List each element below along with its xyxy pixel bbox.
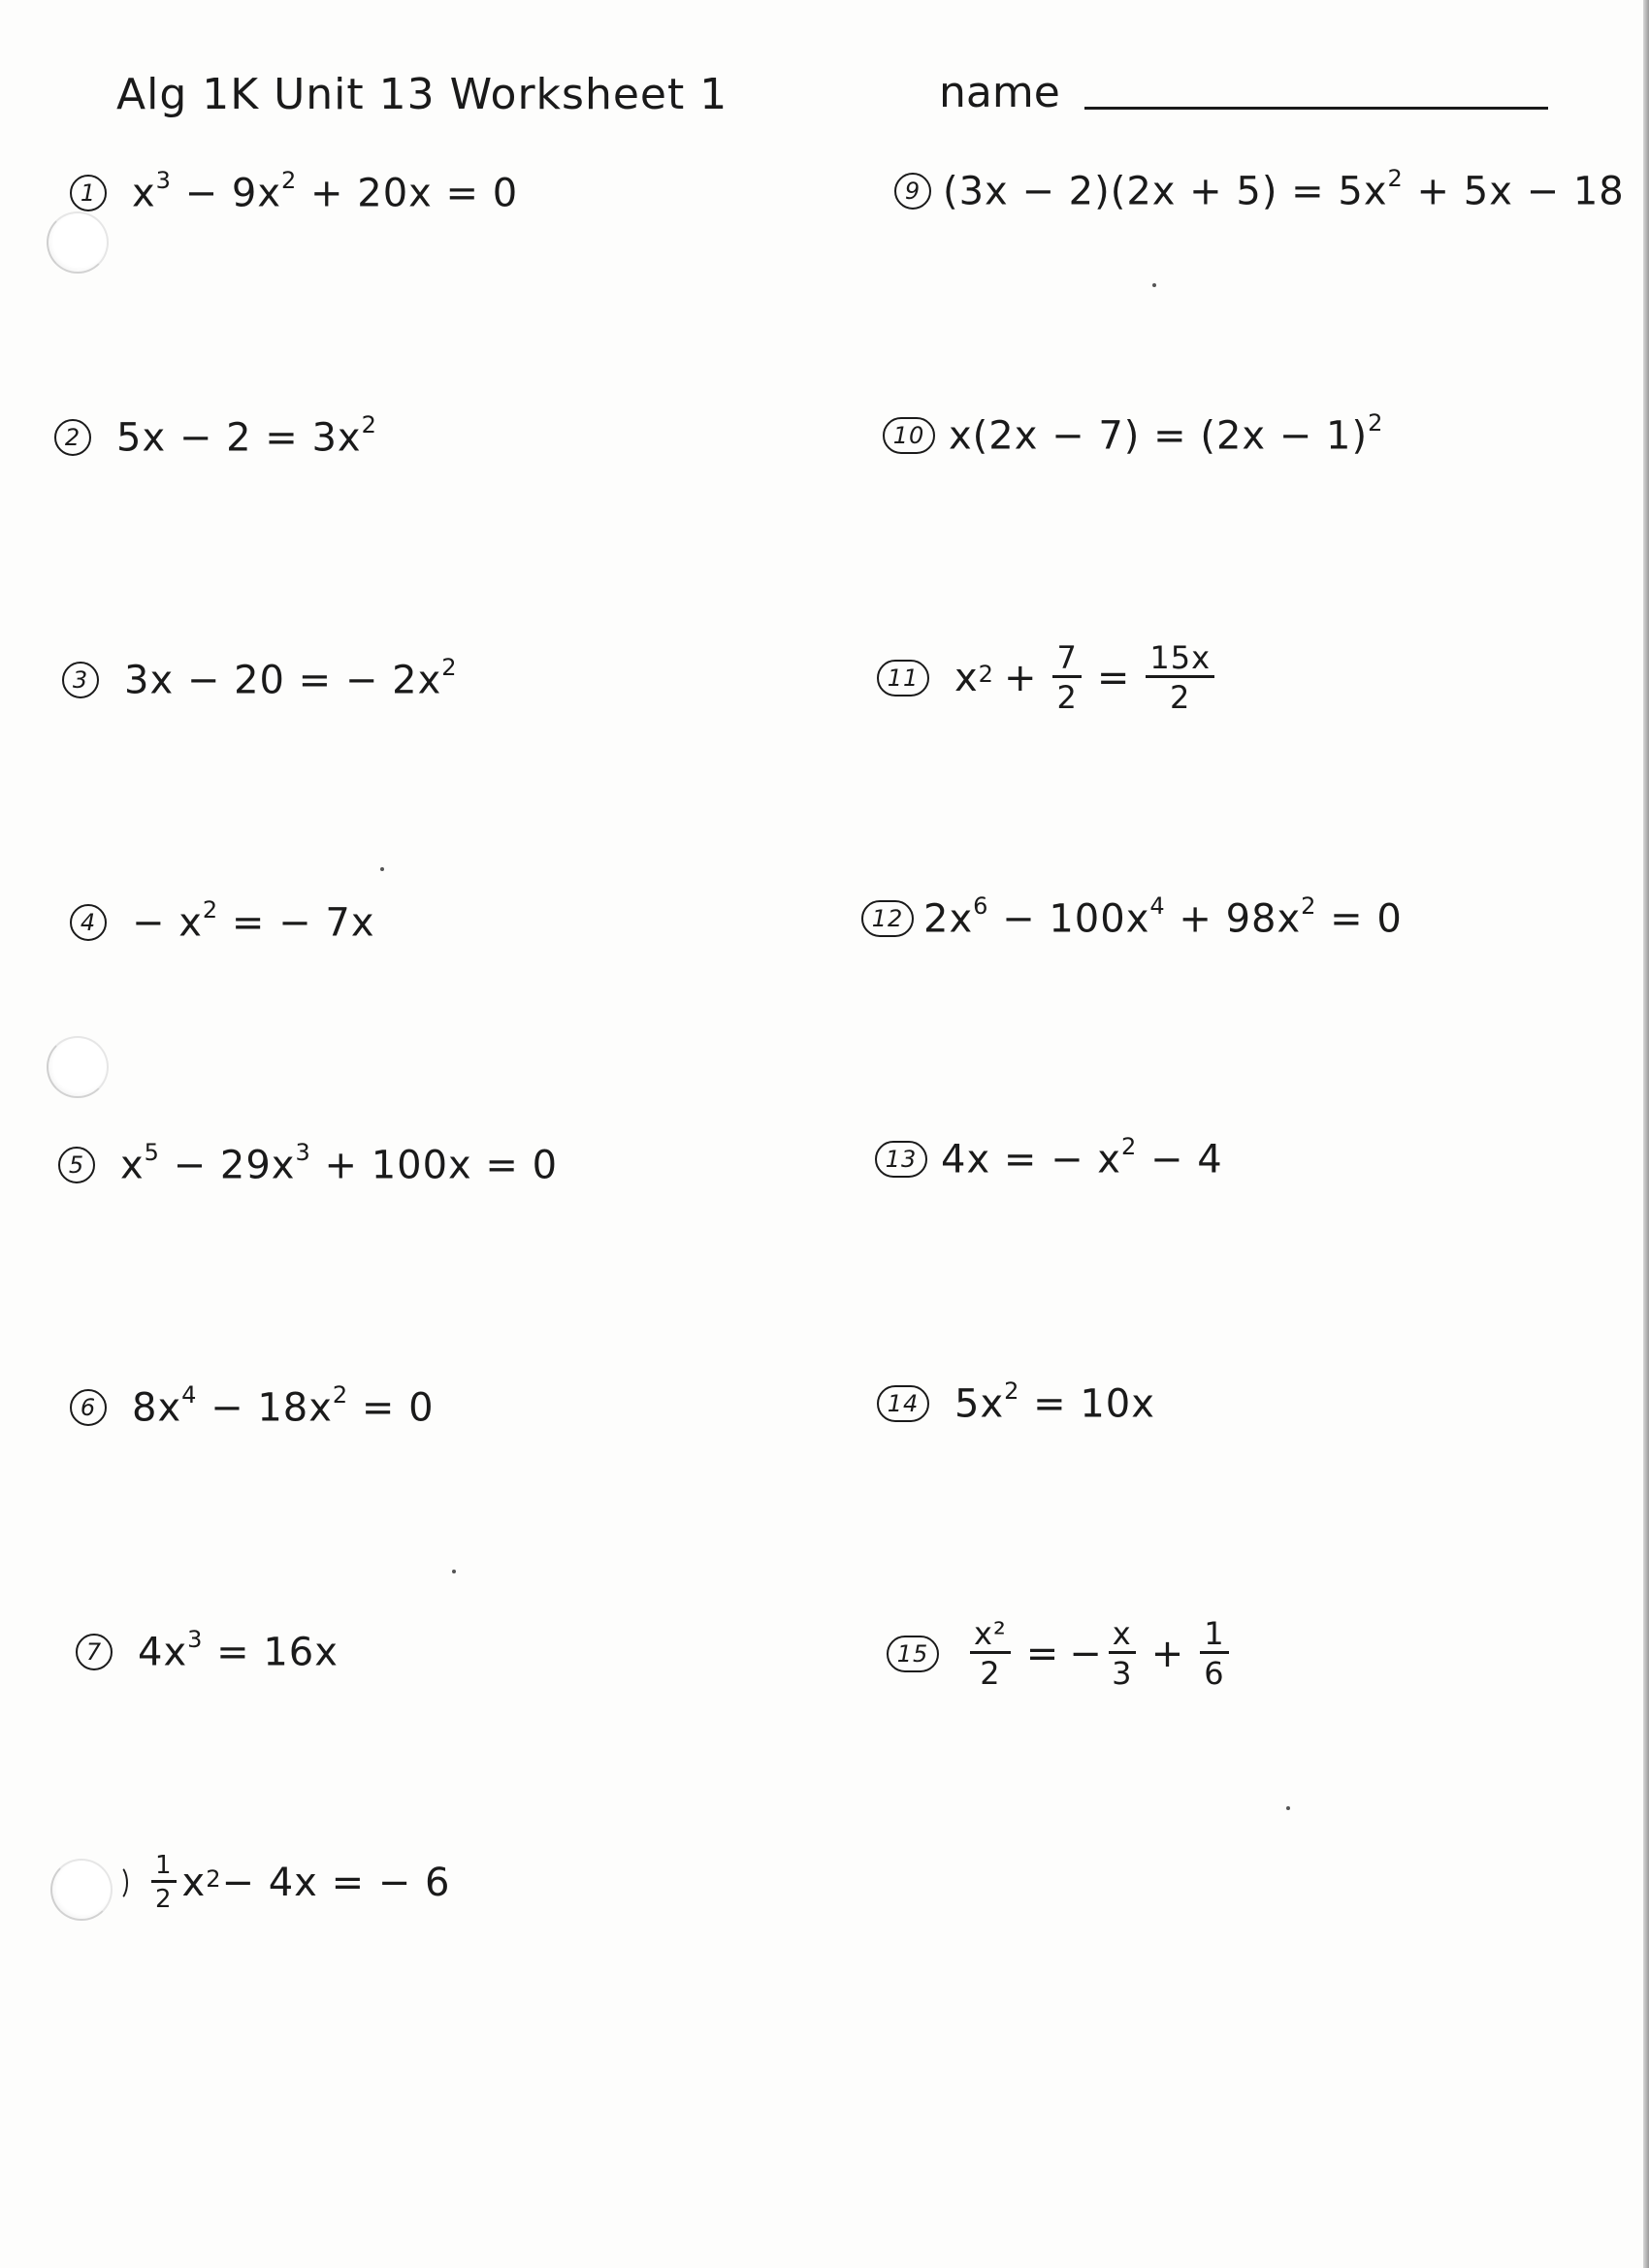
equation: $x^5 - 29x^3 + 100x = 0$ [120,1139,559,1188]
paper-speck [452,1570,456,1573]
problem-number-partial [107,1864,128,1901]
problem-number: 4 [70,904,107,941]
equation: 3x − 20 = − $2x^2$ [124,654,458,703]
equation: $x^3 - 9x^2 + 20x = 0$ [132,167,519,216]
binder-hole-bottom [50,1859,113,1921]
binder-hole-middle [47,1036,109,1098]
fraction: $\frac{15x}{2}$ [1146,642,1214,713]
equation: $\frac{\text{x²}}{2}$ = − $\frac{x}{3}$ + $\frac{1}{6}$ [964,1618,1235,1689]
problem-number: 10 [883,417,935,454]
equation: $\frac{1}{2}$ x $^2$ − 4x = − 6 [146,1853,450,1912]
equation: − $x^2$ = − 7x [132,896,375,946]
problem-number: 5 [58,1147,95,1183]
problem-number: 11 [877,660,929,697]
problem-7 [76,1626,339,1675]
problem-2 [54,411,377,461]
paper-speck [380,867,384,871]
equation: $5x^2 = 10x$ [954,1377,1155,1427]
fraction: $\frac{1}{2}$ [151,1853,177,1912]
problem-6 [70,1381,435,1431]
problem-number: 2 [54,419,91,456]
binder-hole-top [47,211,109,274]
fraction: $\frac{\text{x²}}{2}$ [970,1618,1011,1689]
equation: $(3x - 2)(2x + 5) = 5x^2 + 5x - 18$ [943,165,1625,214]
name-blank-line[interactable] [1084,107,1548,110]
problem-number: 7 [76,1634,113,1670]
problem-13 [875,1133,1223,1183]
problem-1 [70,167,519,216]
paper-speck [1286,1806,1290,1810]
equation: x $^2$ + $\frac{7}{2}$ = $\frac{15x}{2}$ [954,642,1220,713]
worksheet-title: Alg 1K Unit 13 Worksheet 1 [116,70,728,119]
problem-number: 6 [70,1389,107,1426]
equation: $4x^3 = 16x$ [138,1626,339,1675]
problem-5 [58,1139,559,1188]
problem-number: 3 [62,662,99,698]
page-edge-shadow [1643,0,1649,2268]
paper-speck [1152,283,1156,287]
fraction: $\frac{1}{6}$ [1200,1618,1228,1689]
name-label: name [939,68,1060,117]
problem-number: 14 [877,1385,929,1422]
problem-8 [107,1853,450,1912]
problem-12 [861,892,1403,942]
equation: 4x = − $x^2 - 4$ [941,1133,1223,1183]
problem-14 [877,1377,1155,1427]
equation: $5x - 2 = 3x^2$ [116,411,377,461]
problem-number: 15 [887,1636,939,1672]
fraction: $\frac{x}{3}$ [1109,1618,1136,1689]
equation: $2x^6 - 100x^4 + 98x^2 = 0$ [923,892,1403,942]
equation: $x(2x - 7) = (2x - 1)^2$ [949,409,1384,459]
problem-number: 13 [875,1141,927,1178]
problem-number: 12 [861,900,914,937]
problem-number: 1 [70,175,107,211]
fraction: $\frac{7}{2}$ [1052,642,1081,713]
problem-number: 9 [894,173,931,210]
problem-9 [894,165,1625,214]
equation: $8x^4 - 18x^2 = 0$ [132,1381,435,1431]
problem-11 [877,639,1220,716]
problem-4 [70,896,375,946]
problem-10 [883,409,1384,459]
problem-15 [887,1615,1235,1692]
problem-3 [62,654,458,703]
